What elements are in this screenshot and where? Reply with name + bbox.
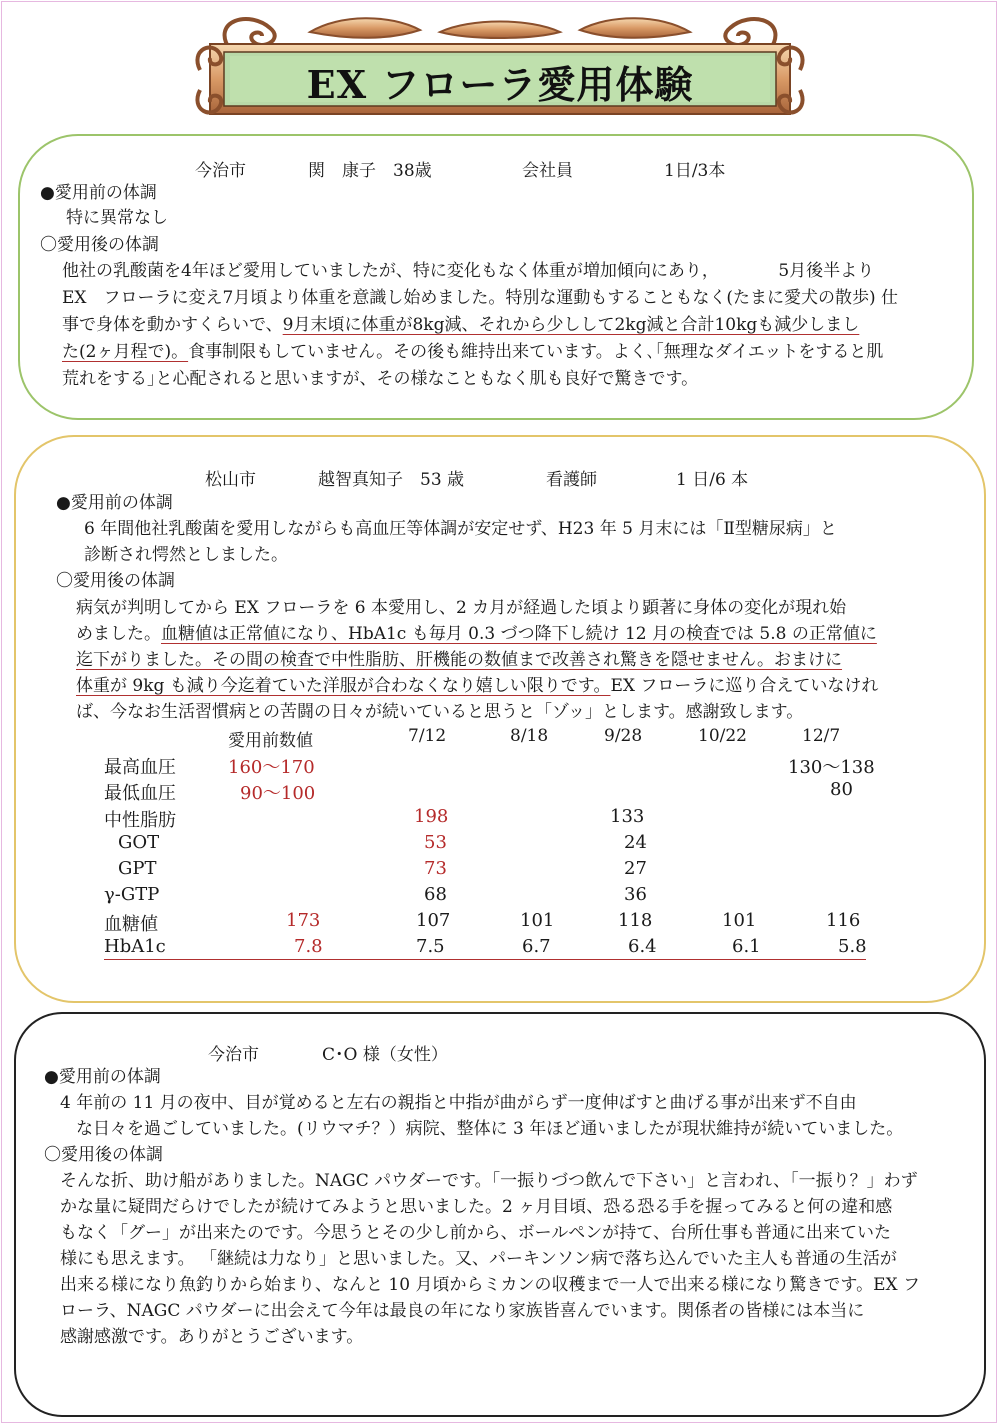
glucose-1207: 116: [826, 910, 861, 931]
card2-dose: 1 日/6 本: [676, 470, 749, 490]
card1-line-3a: 事で身体を動かすくらいで、: [62, 315, 283, 335]
card2-before-2: 診断され愕然としました。: [84, 545, 288, 565]
gpt-0928: 27: [624, 858, 647, 879]
trig-0928: 133: [610, 806, 645, 827]
row-label-ggtp: γ-GTP: [104, 884, 160, 905]
card3-after-label: 〇愛用後の体調: [44, 1145, 163, 1165]
card3-line-5: 出来る様になり魚釣りから始まり、なんと 10 月頃からミカンの収穫まで一人で出来る様になり驚きです。EX フ: [60, 1275, 920, 1295]
glucose-0818: 101: [520, 910, 555, 931]
card3-line-7: 感謝感激です。ありがとうございます。: [60, 1327, 364, 1347]
card2-line-1: 病気が判明してから EX フローラを 6 本愛用し、2 カ月が経過した頃より顕著に身体の変化が現れ始: [76, 598, 847, 618]
card3-before-label: ●愛用前の体調: [44, 1067, 161, 1087]
col-header-0818: 8/18: [510, 726, 549, 746]
card1-job: 会社員: [522, 161, 573, 181]
col-header-0712: 7/12: [408, 726, 447, 746]
row-label-triglycerides: 中性脂肪: [104, 810, 176, 831]
row-label-hba1c: HbA1c: [104, 936, 166, 957]
card3-line-1: そんな折、助け船がありました。NAGC パウダーです。「一振りづつ飲んで下さい」と言われ、「一振り？」わず: [60, 1171, 918, 1191]
diastolic-before: 90～100: [240, 783, 316, 804]
card1-before-label: ●愛用前の体調: [40, 183, 157, 203]
row-label-gpt: GPT: [118, 858, 157, 879]
card3-name: C･O 様（女性）: [322, 1045, 448, 1065]
page-title: EX フローラ愛用体験: [306, 62, 694, 107]
card1-after-label: 〇愛用後の体調: [40, 235, 159, 255]
card2-line-4: [76, 673, 878, 699]
card1-line-3b: 9月末頃に体重が8kg減、それから少しして2kg減と合計10kgも減少しまし: [282, 315, 860, 335]
card1-line-5: 荒れをする｣と心配されると思いますが、その様なこともなく肌も良好で驚きです。: [62, 369, 699, 389]
card3-line-4: 様にも思えます。 「継続は力なり」と思いました。又、パーキンソン病で落ち込んでいた主人も普通の生活が: [60, 1249, 897, 1269]
trig-0712: 198: [414, 806, 449, 827]
card1-line-4b: 食事制限もしていません。その後も維持出来ています。よく､｢無理なダイエットをすると肌: [188, 342, 884, 362]
hba1c-0712: 7.5: [416, 936, 445, 957]
hba1c-0928: 6.4: [628, 936, 657, 957]
card1-name: 関 康子 38歳: [308, 161, 432, 181]
card1-city: 今治市: [195, 161, 246, 181]
card2-line-3: 迄下がりました。その間の検査で中性脂肪、肝機能の数値まで改善され驚きを隠せません。おまけに: [76, 650, 843, 670]
row-label-systolic: 最高血圧: [104, 757, 176, 778]
table-underline: [104, 959, 866, 960]
col-header-1022: 10/22: [698, 726, 747, 746]
row-label-got: GOT: [118, 832, 160, 853]
ggtp-0712: 68: [424, 884, 447, 905]
card2-before-1: 6 年間他社乳酸菌を愛用しながらも高血圧等体調が安定せず、H23 年 5 月末には「Ⅱ型糖尿病」と: [84, 519, 837, 539]
card2-line-2: [76, 621, 877, 647]
card1-line-1: 他社の乳酸菌を4年ほど愛用していましたが、特に変化もなく体重が増加傾向にあり， 5月後半より: [62, 261, 875, 281]
glucose-1022: 101: [722, 910, 757, 931]
row-label-glucose: 血糖値: [104, 914, 158, 935]
card3-line-3: もなく「グー」が出来たのです。今思うとその少し前から、ボールペンが持て、台所仕事も普通に出来ていた: [60, 1223, 891, 1243]
title-banner: [190, 10, 810, 126]
diastolic-1207: 80: [830, 779, 853, 800]
card1-line-4a: た(2ヶ月程で)。: [62, 342, 189, 362]
card2-line-4a: 体重が 9kg も減り今迄着ていた洋服が合わなくなり嬉しい限りです。: [76, 676, 611, 696]
col-header-0928: 9/28: [604, 726, 643, 746]
glucose-before: 173: [286, 910, 321, 931]
card1-line-4: [62, 339, 883, 365]
got-0928: 24: [624, 832, 647, 853]
card2-name: 越智真知子 53 歳: [318, 470, 465, 490]
ggtp-0928: 36: [624, 884, 647, 905]
row-label-diastolic: 最低血圧: [104, 783, 176, 804]
card2-line-2b: 血糖値は正常値になり、HbA1c も毎月 0.3 づつ降下し続け 12 月の検査では 5.8 の正常値に: [161, 624, 877, 644]
card2-line-5: ば、今なお生活習慣病との苦闘の日々が続いていると思うと「ゾッ」とします。感謝致します。: [76, 702, 804, 722]
systolic-1207: 130～138: [788, 757, 875, 778]
hba1c-0818: 6.7: [522, 936, 551, 957]
hba1c-1207: 5.8: [838, 936, 867, 957]
card1-line-3: [62, 312, 859, 338]
col-header-1207: 12/7: [802, 726, 841, 746]
gpt-0712: 73: [424, 858, 447, 879]
card3-before-2: な日々を過ごしていました。(リウマチ？）病院、整体に 3 年ほど通いましたが現状維持が続いていました。: [76, 1119, 904, 1139]
card1-line-2: EX フローラに変え7月頃より体重を意識し始めました。特別な運動もすることもなく(たまに愛犬の散歩) 仕: [62, 288, 898, 308]
card2-line-4b: EX フローラに巡り合えていなけれ: [610, 676, 879, 696]
card3-line-2: かな量に疑問だらけでしたが続けてみようと思いました。2 ヶ月目頃、恐る恐る手を握ってみると何の違和感: [60, 1197, 893, 1217]
card2-after-label: 〇愛用後の体調: [56, 571, 175, 591]
systolic-before: 160～170: [228, 757, 315, 778]
lab-values-table: [88, 726, 888, 966]
glucose-0928: 118: [618, 910, 653, 931]
card2-city: 松山市: [205, 470, 256, 490]
card3-city: 今治市: [208, 1045, 259, 1065]
col-header-before: 愛用前数値: [228, 731, 313, 751]
hba1c-before: 7.8: [294, 936, 323, 957]
card2-before-label: ●愛用前の体調: [56, 493, 173, 513]
card3-line-6: ローラ、NAGC パウダーに出会えて今年は最良の年になり家族皆喜んでいます。関係者の皆様には本当に: [60, 1301, 865, 1321]
card2-job: 看護師: [546, 470, 597, 490]
card3-before-1: 4 年前の 11 月の夜中、目が覚めると左右の親指と中指が曲がらず一度伸ばすと曲げる事が出来ず不自由: [60, 1093, 857, 1113]
card1-dose: 1日/3本: [664, 161, 726, 181]
got-0712: 53: [424, 832, 447, 853]
glucose-0712: 107: [416, 910, 451, 931]
hba1c-1022: 6.1: [732, 936, 761, 957]
card1-before-text: 特に異常なし: [66, 208, 168, 228]
card2-line-2a: めました。: [76, 624, 161, 644]
